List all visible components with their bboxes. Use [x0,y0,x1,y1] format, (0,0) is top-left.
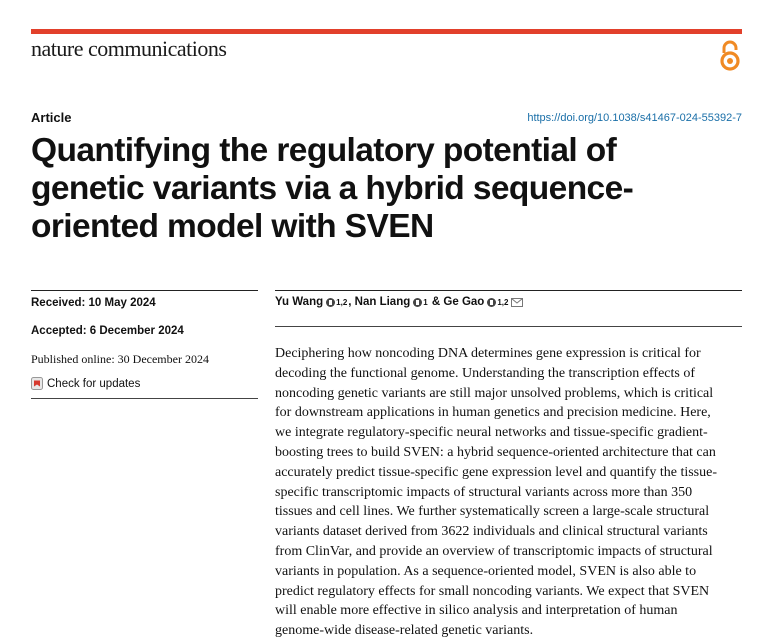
title-line: genetic variants via a hybrid sequence- [31,170,634,207]
abstract-line: boosting trees to build SVEN: a hybrid sequence-oriented architecture that can [275,444,716,460]
abstract-line: we integrate regulatory-specific neural networks and tissue-specific gradient- [275,425,708,441]
abstract-line: noncoding genetic variants are still major unsolved problems, which is critical [275,385,714,401]
author-name[interactable]: Nan Liang [354,296,411,308]
abstract-line: will enable more effective in silico analysis and interpretation of human [275,603,678,619]
header-accent-bar [31,29,742,34]
abstract-line: variants in population. As a sequence-oriented model, SVEN is also able to [275,563,697,579]
author-separator: & [428,296,444,308]
abstract-line: Deciphering how noncoding DNA determines gene expression is critical for [275,346,701,361]
title-line: oriented model with SVEN [31,208,434,245]
received-date: Received: 10 May 2024 [31,297,156,309]
check-for-updates-button[interactable] [31,377,140,390]
abstract-line: genome-wide disease-related genetic variants. [275,623,534,639]
abstract-line: tissues and cell lines. We further systematically screen a large-scale structural [275,504,710,520]
orcid-icon[interactable] [326,298,335,307]
abstract-line: variants dataset derived from 3622 individuals and clinical structural variants [275,524,708,540]
check-updates-icon [31,377,43,390]
mail-icon[interactable] [511,298,523,307]
divider [31,398,258,399]
published-date: Published online: 30 December 2024 [31,352,209,366]
journal-name[interactable]: nature communications [31,36,227,61]
abstract-line: decoding the functional genome. Understanding the transcription effects of [275,365,695,381]
abstract-line: from ClinVar, and provide an overview of transcriptomic impacts of structural [275,543,713,559]
author-name[interactable]: Ge Gao [443,296,485,308]
doi-link[interactable]: https://doi.org/10.1038/s41467-024-55392-7 [527,112,742,124]
divider [275,290,742,291]
author-list [275,296,523,308]
author-separator: , [348,296,355,308]
orcid-icon[interactable] [487,298,496,307]
open-access-icon [718,40,742,72]
accepted-date: Accepted: 6 December 2024 [31,325,184,337]
author-name[interactable]: Yu Wang [275,296,324,308]
check-updates-label: Check for updates [47,377,141,390]
article-title [31,132,741,246]
affiliation: 1,2 [497,297,509,307]
affiliation: 1 [423,297,428,307]
abstract-line: accurately predict tissue-specific gene expression level and quantify the tissue- [275,464,717,480]
orcid-icon[interactable] [413,298,422,307]
abstract-line: specific transcriptomic impacts of structural variants across more than 350 [275,484,693,500]
article-type-label: Article [31,110,72,125]
divider [275,326,742,327]
title-line: Quantifying the regulatory potential of [31,132,617,169]
abstract-line: for downstream applications in human genetics and precision medicine. Here, [275,405,711,421]
abstract-line: predict regulatory effects for small noncoding variants. We expect that SVEN [275,583,710,599]
abstract [275,344,747,641]
affiliation: 1,2 [336,297,348,307]
divider [31,290,258,291]
